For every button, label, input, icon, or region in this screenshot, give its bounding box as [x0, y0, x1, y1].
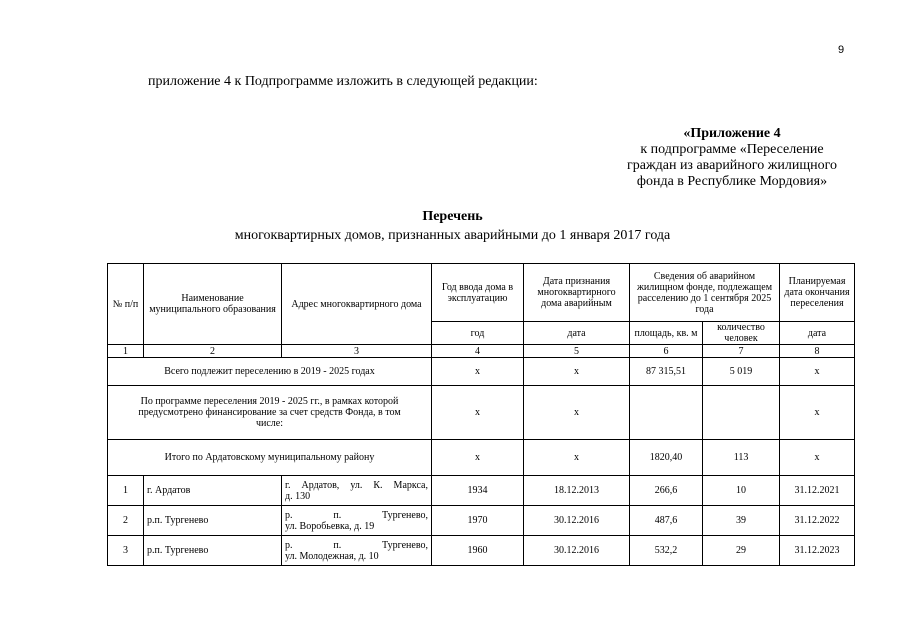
header-fund-info: Сведения об аварийном жилищном фонде, подлежащем расселению до 1 сентября 2025 года: [630, 264, 780, 322]
subheader-date: дата: [524, 322, 630, 345]
program-area: [630, 386, 703, 440]
program-row: [108, 386, 855, 440]
row-address-line1: р. п. Тургенево,: [285, 539, 428, 551]
column-number: 3: [282, 345, 432, 358]
total-label: Всего подлежит переселению в 2019 - 2025 годах: [108, 358, 432, 386]
column-number: 7: [703, 345, 780, 358]
program-date: x: [524, 386, 630, 440]
row-address: [282, 506, 432, 536]
row-end: 31.12.2022: [780, 506, 855, 536]
row-area: 266,6: [630, 476, 703, 506]
appendix-title: «Приложение 4: [683, 126, 781, 141]
row-num: 2: [108, 506, 144, 536]
row-municipality: г. Ардатов: [144, 476, 282, 506]
column-number-row: [108, 345, 855, 358]
header-year-built: Год ввода дома в эксплуатацию: [432, 264, 524, 322]
header-num: № п/п: [108, 264, 144, 345]
column-number: 1: [108, 345, 144, 358]
program-year: x: [432, 386, 524, 440]
column-number: 8: [780, 345, 855, 358]
row-address-line2: ул. Молодежная, д. 10: [285, 550, 379, 562]
row-people: 39: [703, 506, 780, 536]
subheader-year: год: [432, 322, 524, 345]
program-people: [703, 386, 780, 440]
district-row: [108, 440, 855, 476]
header-emergency-date: Дата признания многоквартирного дома аварийным: [524, 264, 630, 322]
table-row: [108, 506, 855, 536]
program-end: x: [780, 386, 855, 440]
row-year: 1934: [432, 476, 524, 506]
list-subtitle: многоквартирных домов, признанных аварийными до 1 января 2017 года: [234, 228, 671, 243]
header-address: Адрес многоквартирного дома: [282, 264, 432, 345]
row-num: 1: [108, 476, 144, 506]
subheader-area: площадь, кв. м: [630, 322, 703, 345]
row-address-line1: р. п. Тургенево,: [285, 509, 428, 521]
row-area: 487,6: [630, 506, 703, 536]
column-number: 2: [144, 345, 282, 358]
subheader-people: количество человек: [703, 322, 780, 345]
total-date: x: [524, 358, 630, 386]
row-num: 3: [108, 536, 144, 566]
table-row: [108, 536, 855, 566]
row-people: 29: [703, 536, 780, 566]
total-row: [108, 358, 855, 386]
list-title: Перечень: [422, 209, 483, 224]
row-end: 31.12.2021: [780, 476, 855, 506]
column-number: 4: [432, 345, 524, 358]
row-year: 1960: [432, 536, 524, 566]
page-number: 9: [838, 44, 845, 56]
intro-text: приложение 4 к Подпрограмме изложить в следующей редакции:: [148, 74, 538, 89]
row-municipality: р.п. Тургенево: [144, 536, 282, 566]
district-people: 113: [703, 440, 780, 476]
district-end: x: [780, 440, 855, 476]
row-people: 10: [703, 476, 780, 506]
total-year: x: [432, 358, 524, 386]
row-date: 30.12.2016: [524, 506, 630, 536]
district-area: 1820,40: [630, 440, 703, 476]
row-area: 532,2: [630, 536, 703, 566]
appendix-line-4: фонда в Республике Мордовия»: [636, 174, 828, 189]
column-number: 6: [630, 345, 703, 358]
appendix-heading: [627, 126, 837, 190]
subheader-end-date: дата: [780, 322, 855, 345]
header-municipality: Наименование муниципального образования: [144, 264, 282, 345]
district-label: Итого по Ардатовскому муниципальному району: [108, 440, 432, 476]
total-end: x: [780, 358, 855, 386]
row-address-line1: г. Ардатов, ул. К. Маркса,: [285, 479, 428, 491]
column-number: 5: [524, 345, 630, 358]
row-end: 31.12.2023: [780, 536, 855, 566]
row-municipality: р.п. Тургенево: [144, 506, 282, 536]
district-year: x: [432, 440, 524, 476]
row-address: [282, 536, 432, 566]
program-label: По программе переселения 2019 - 2025 гг., в рамках которой предусмотрено финансирование за счет средств Фонда, в том числе:: [108, 386, 432, 440]
table-row: [108, 476, 855, 506]
appendix-line-2: к подпрограмме «Переселение: [640, 142, 824, 157]
housing-table: [107, 263, 855, 566]
row-address-line2: ул. Воробьевка, д. 19: [285, 520, 375, 532]
row-year: 1970: [432, 506, 524, 536]
header-row: [108, 264, 855, 322]
row-address-line2: д. 130: [285, 490, 311, 502]
total-people: 5 019: [703, 358, 780, 386]
row-date: 18.12.2013: [524, 476, 630, 506]
header-planned-end: Планируемая дата окончания переселения: [780, 264, 855, 322]
district-date: x: [524, 440, 630, 476]
row-date: 30.12.2016: [524, 536, 630, 566]
total-area: 87 315,51: [630, 358, 703, 386]
appendix-line-3: граждан из аварийного жилищного: [626, 158, 837, 173]
row-address: [282, 476, 432, 506]
